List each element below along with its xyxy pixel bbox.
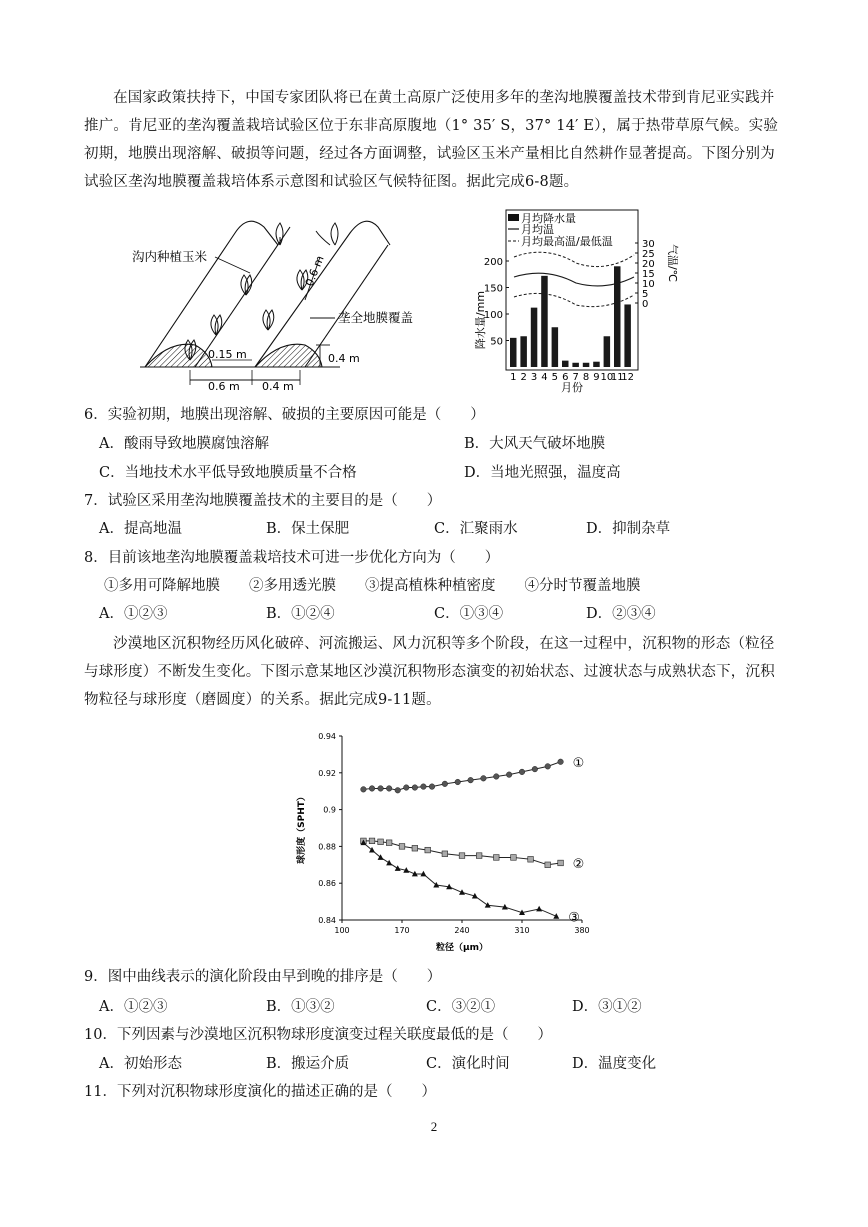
month-tick-11: 11 (610, 372, 624, 383)
spht-point (399, 844, 405, 850)
month-tick-3: 3 (530, 372, 538, 383)
spht-y-tick-0.92: 0.92 (318, 768, 336, 778)
spht-point (476, 853, 482, 859)
q7-stem: 7．试验区采用垄沟地膜覆盖技术的主要目的是（ ） (84, 493, 442, 509)
spht-point (485, 902, 491, 908)
temp-tick-10: 10 (642, 279, 655, 290)
spht-point (511, 855, 517, 861)
page-number: 2 (430, 1119, 438, 1134)
spht-y-tick-0.86: 0.86 (318, 879, 336, 889)
precip-bar-5 (552, 327, 559, 367)
month-tick-8: 8 (582, 372, 590, 383)
temp-tick-20: 20 (642, 259, 655, 270)
q9-stem: 9．图中曲线表示的演化阶段由早到晚的排序是（ ） (84, 969, 442, 985)
spht-point (528, 856, 534, 862)
legend-avg-temp: 月均温 (521, 223, 554, 236)
q7-option-c[interactable]: C．汇聚雨水 (434, 521, 518, 537)
mulch-diagram (132, 205, 445, 393)
q10-option-a[interactable]: A．初始形态 (99, 1056, 182, 1072)
corn-label: 沟内种植玉米 (132, 249, 208, 264)
precip-bar-11 (614, 266, 621, 367)
sphericity-chart (290, 728, 610, 958)
spht-point (386, 840, 392, 846)
q8-option-a[interactable]: A．①②③ (99, 606, 168, 622)
spht-y-tick-0.9: 0.9 (323, 805, 336, 815)
q11-stem: 11．下列对沉积物球形度演化的描述正确的是（ ） (84, 1084, 436, 1100)
spht-series-label-1: ① (572, 755, 585, 771)
month-tick-7: 7 (572, 372, 579, 383)
spht-point (545, 764, 551, 770)
spht-x-tick-380: 380 (574, 926, 590, 935)
passage-2: 沙漠地区沉积物经历风化破碎、河流搬运、风力沉积等多个阶段，在这一过程中，沉积物的形态（粒径与球形度）不断发生变化。下图示意某地区沙漠沉积物形态演变的初始状态、过渡状态与成熟状态下，沉积物粒径与球形度（磨圆度）的关系。据此完成9-11题。 (84, 636, 775, 708)
q8-stem: 8．目前该地垄沟地膜覆盖栽培技术可进一步优化方向为（ ） (84, 550, 500, 566)
precip-bar-4 (541, 276, 548, 367)
temp-axis-label: 气温/℃ (666, 243, 679, 283)
spht-point (481, 776, 487, 782)
spht-x-tick-170: 170 (394, 926, 410, 935)
spht-series-label-3: ③ (568, 910, 580, 926)
precip-bar-12 (624, 304, 631, 367)
precip-bar-2 (520, 336, 527, 367)
spht-y-tick-0.84: 0.84 (318, 916, 336, 925)
spht-y-tick-0.94: 0.94 (318, 732, 336, 741)
spht-point (442, 781, 448, 787)
precip-tick-150: 150 (483, 283, 503, 295)
q9-option-b[interactable]: B．①③② (266, 999, 335, 1015)
q7-option-d[interactable]: D．抑制杂草 (586, 521, 671, 537)
spht-point (386, 860, 392, 866)
q7-option-a[interactable]: A．提高地温 (99, 521, 182, 537)
max-temp-line (514, 252, 634, 266)
spht-point (412, 845, 418, 851)
film-label: 垄全地膜覆盖 (338, 310, 414, 325)
month-tick-4: 4 (541, 372, 548, 383)
month-tick-1: 1 (510, 372, 517, 383)
q10-option-b[interactable]: B．搬运介质 (266, 1056, 350, 1072)
q6-stem: 6．实验初期，地膜出现溶解、破损的主要原因可能是（ ） (84, 407, 485, 423)
q6-option-d[interactable]: D．当地光照强，温度高 (464, 465, 621, 481)
precip-bar-10 (604, 336, 611, 367)
month-tick-12: 12 (621, 372, 635, 383)
month-tick-5: 5 (551, 372, 559, 383)
spht-point (545, 862, 551, 868)
precip-bar-7 (572, 363, 579, 367)
q10-option-d[interactable]: D．温度变化 (572, 1056, 657, 1072)
q10-stem: 10．下列因素与沙漠地区沉积物球形度演变过程关联度最低的是（ ） (84, 1027, 552, 1043)
precip-bar-3 (531, 308, 538, 367)
spht-point (455, 779, 461, 785)
spht-point (459, 853, 465, 859)
precip-bar-9 (593, 362, 600, 367)
spht-point (493, 774, 499, 780)
climate-chart (466, 205, 679, 395)
spht-point (493, 855, 499, 861)
precip-axis-label: 降水量/mm (474, 290, 487, 350)
spht-point (412, 785, 418, 791)
spht-point (425, 847, 431, 853)
spht-point (395, 787, 401, 793)
spht-x-tick-310: 310 (514, 926, 530, 935)
legend-precip: 月均降水量 (521, 212, 576, 225)
spht-series-line-1 (363, 762, 560, 791)
month-axis-label: 月份 (561, 381, 583, 394)
month-tick-9: 9 (593, 372, 600, 383)
dim-04h: 0.4 m (328, 352, 360, 365)
q10-option-c[interactable]: C．演化时间 (426, 1056, 510, 1072)
passage-1: 在国家政策扶持下，中国专家团队将已在黄土高原广泛使用多年的垄沟地膜覆盖技术带到肯尼亚实践并推广。肯尼亚的垄沟覆盖栽培试验区位于东非高原腹地（1° 35′ S，37° 14′ E），属于热带草原气候。实验初期，地膜出现溶解、破损等问题，经过各方面调整，试验区玉米产量相比自然耕作显著提高。下图分别为试验区垄沟地膜覆盖栽培体系示意图和试验区气候特征图。据此完成6-8题。 (84, 90, 779, 190)
q8-items: ①多用可降解地膜 ②多用透光膜 ③提高植株种植密度 ④分时节覆盖地膜 (104, 578, 641, 594)
precip-tick-50: 50 (490, 336, 503, 348)
spht-x-label: 粒径（μm） (435, 943, 489, 953)
temp-tick-30: 30 (642, 239, 655, 250)
legend-max-min: 月均最高温/最低温 (521, 235, 613, 248)
spht-point (421, 784, 427, 790)
spht-point (558, 860, 564, 866)
spht-point (395, 865, 401, 871)
precip-bar-6 (562, 361, 569, 367)
spht-series-label-2: ② (572, 856, 585, 872)
precip-bar-8 (583, 363, 590, 367)
dim-06-diag: 0.6 m (302, 253, 327, 289)
temp-tick-5: 5 (642, 289, 649, 300)
q9-option-d[interactable]: D．③①② (572, 999, 642, 1015)
spht-y-tick-0.88: 0.88 (318, 842, 336, 852)
q8-option-d[interactable]: D．②③④ (586, 606, 656, 622)
spht-point (369, 786, 375, 792)
spht-point (506, 772, 512, 778)
q9-option-a[interactable]: A．①②③ (99, 999, 168, 1015)
q6-option-b[interactable]: B．大风天气破坏地膜 (464, 436, 606, 452)
month-tick-2: 2 (520, 372, 527, 383)
precip-tick-100: 100 (483, 310, 503, 321)
q7-option-b[interactable]: B．保土保肥 (266, 521, 350, 537)
spht-point (403, 785, 409, 791)
q8-option-b[interactable]: B．①②④ (266, 606, 335, 622)
dim-06: 0.6 m (208, 380, 240, 393)
q6-option-c[interactable]: C．当地技术水平低导致地膜质量不合格 (99, 465, 357, 481)
temp-tick-15: 15 (642, 269, 655, 280)
spht-point (429, 784, 435, 790)
month-tick-6: 6 (562, 372, 569, 383)
q6-option-a[interactable]: A．酸雨导致地膜腐蚀溶解 (99, 436, 269, 452)
spht-x-tick-240: 240 (454, 926, 470, 935)
precip-bar-1 (510, 338, 517, 367)
spht-point (536, 906, 542, 912)
precip-tick-200: 200 (483, 257, 503, 268)
spht-point (386, 786, 392, 792)
spht-point (442, 851, 448, 857)
spht-y-label: 球形度（SPHT） (297, 792, 307, 864)
dim-015: 0.15 m (208, 348, 247, 361)
spht-point (361, 787, 367, 793)
dim-04w: 0.4 m (262, 380, 294, 393)
q9-option-c[interactable]: C．③②① (426, 999, 496, 1015)
spht-point (378, 839, 384, 845)
q8-option-c[interactable]: C．①③④ (434, 606, 504, 622)
temp-tick-25: 25 (642, 249, 655, 260)
spht-point (558, 759, 564, 765)
spht-point (369, 838, 375, 844)
month-tick-10: 10 (600, 372, 614, 383)
temp-tick-0: 0 (642, 299, 649, 310)
spht-point (378, 786, 384, 792)
spht-point (519, 769, 525, 775)
spht-point (468, 777, 474, 783)
spht-x-tick-100: 100 (334, 926, 350, 935)
spht-point (532, 766, 538, 772)
